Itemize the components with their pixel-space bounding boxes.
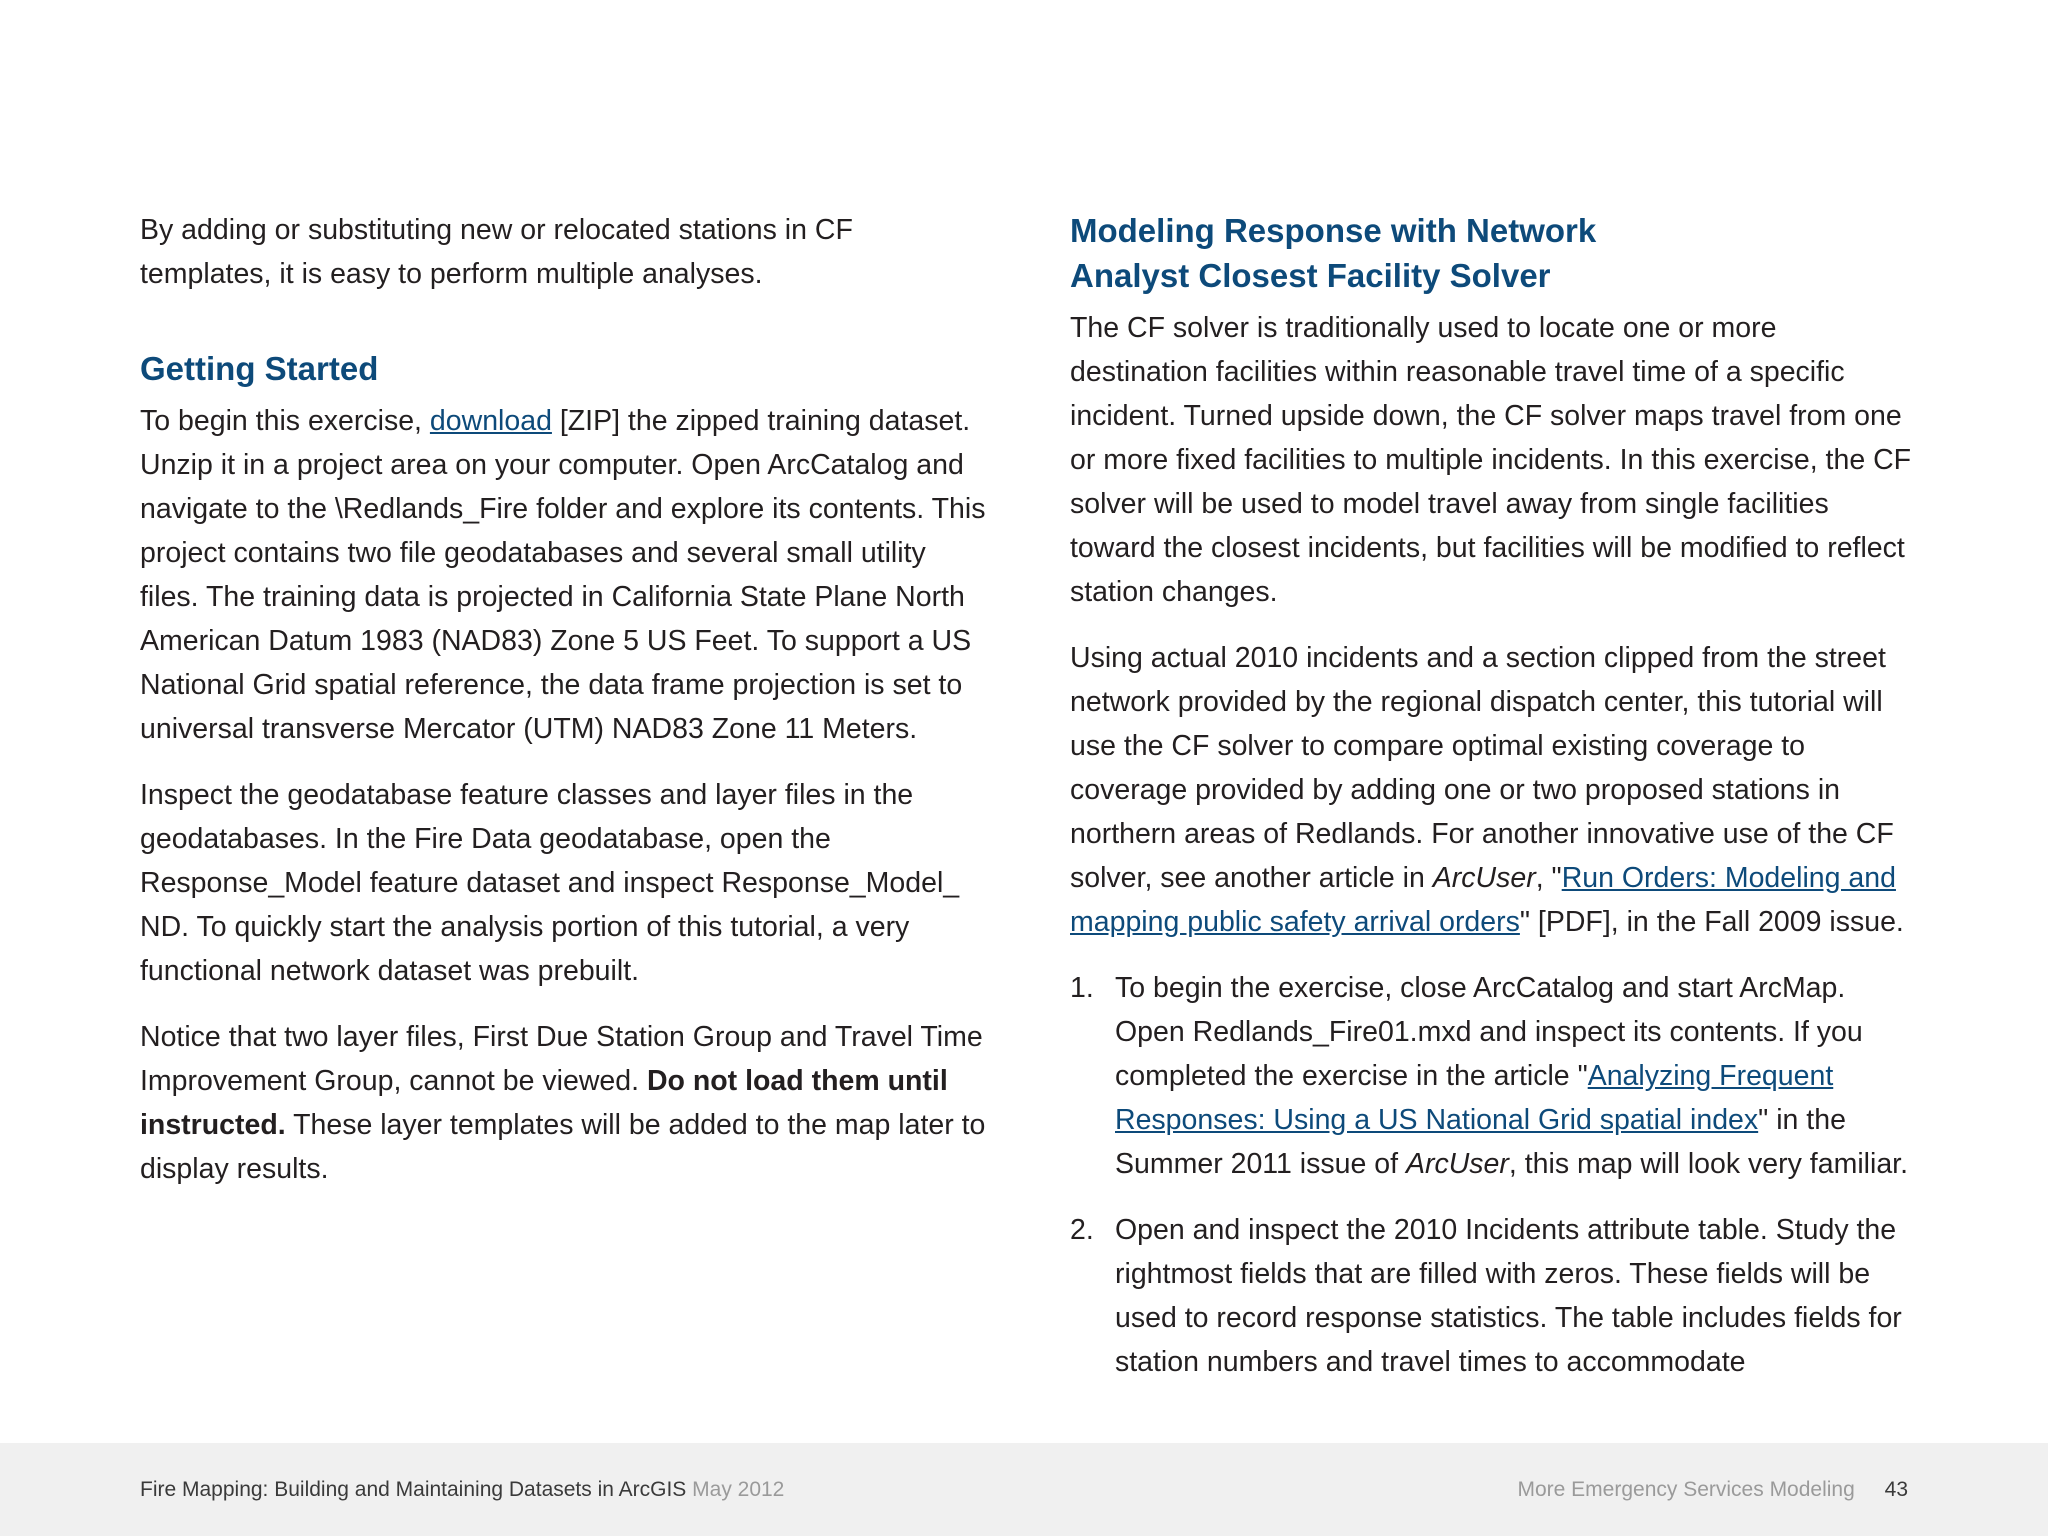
step-item bbox=[1070, 966, 1920, 1186]
modeling-response-heading bbox=[1070, 208, 1920, 298]
getting-started-paragraph bbox=[140, 399, 990, 751]
text-span: These layer templates will be added to the map later to display results. bbox=[140, 1109, 986, 1185]
step-number: 1. bbox=[1070, 972, 1094, 1004]
layer-files-paragraph bbox=[140, 1015, 990, 1191]
getting-started-heading: Getting Started bbox=[140, 350, 379, 387]
cf-solver-paragraph: The CF solver is traditionally used to locate one or more destination facilities within reasonable travel time of a specific incident. Turned upside down, the CF solver maps travel from one or more fixed facilities to multiple incidents. In this exercise, the CF solver will be used to model travel away from single facilities toward the closest incidents, but facilities will be modified to reflect station changes. bbox=[1070, 312, 1912, 608]
footer-right bbox=[1517, 1443, 1908, 1536]
text-span: " [PDF], in the Fall 2009 issue. bbox=[1519, 906, 1904, 938]
text-span: Open and inspect the 2010 Incidents attribute table. Study the rightmost fields that are filled with zeros. These fields will be used to record response statistics. The table includes fields for station numbers and travel times to accommodate bbox=[1115, 1214, 1902, 1378]
text-span: , this map will look very familiar. bbox=[1508, 1148, 1909, 1180]
analyzing-frequent-responses-link[interactable]: Analyzing Frequent Responses: Using a US National Grid spatial index bbox=[1115, 1060, 1834, 1136]
inspect-paragraph: Inspect the geodatabase feature classes and layer files in the geodatabases. In the Fire Data geodatabase, open the Response_Model feature dataset and inspect Response_Model_ ND. To quickly start the analysis portion of this tutorial, a very functional network dataset was prebuilt. bbox=[140, 779, 960, 987]
left-column bbox=[140, 208, 990, 1213]
text-span: , " bbox=[1535, 862, 1562, 894]
text-span: To begin the exercise, close ArcCatalog and start ArcMap. Open Redlands_Fire01.mxd and inspect its contents. If you completed the exercise in the article " bbox=[1115, 972, 1863, 1092]
italic-arcuser: ArcUser bbox=[1405, 1148, 1509, 1180]
text-span: [ZIP] the zipped training dataset. Unzip it in a project area on your computer. Open ArcCatalog and navigate to the \Redlands_Fire folder and explore its contents. This project contains two file geodatabases and several small utility files. The training data is projected in California State Plane North American Datum 1983 (NAD83) Zone 5 US Feet. To support a US National Grid spatial reference, the data frame projection is set to universal transverse Mercator (UTM) NAD83 Zone 11 Meters. bbox=[140, 405, 986, 745]
text-span: Notice that two layer files, First Due Station Group and Travel Time Improvement Group, cannot be viewed. bbox=[140, 1021, 983, 1097]
run-orders-link[interactable]: Run Orders: Modeling and mapping public safety arrival orders bbox=[1070, 862, 1896, 938]
steps-list bbox=[1070, 966, 1920, 1384]
text-span: To begin this exercise, bbox=[140, 405, 430, 437]
right-column bbox=[1070, 208, 1920, 1406]
step-item bbox=[1070, 1208, 1920, 1384]
download-link[interactable]: download bbox=[429, 405, 552, 437]
heading-line-1: Modeling Response with Network bbox=[1070, 212, 1597, 249]
page-number: 43 bbox=[1884, 1478, 1908, 1501]
footer-publication bbox=[140, 1443, 784, 1536]
text-span: " in the Summer 2011 issue of bbox=[1115, 1104, 1846, 1180]
footer-title: Fire Mapping: Building and Maintaining Datasets in ArcGIS bbox=[140, 1478, 687, 1501]
text-span: Using actual 2010 incidents and a section clipped from the street network provided by the regional dispatch center, this tutorial will use the CF solver to compare optimal existing coverage to coverage provided by adding one or two proposed stations in northern areas of Redlands. For another innovative use of the CF solver, see another article in bbox=[1070, 642, 1894, 894]
intro-paragraph: By adding or substituting new or relocated stations in CF templates, it is easy to perform multiple analyses. bbox=[140, 214, 853, 290]
footer-section: More Emergency Services Modeling bbox=[1517, 1478, 1855, 1501]
incidents-paragraph bbox=[1070, 636, 1920, 944]
bold-instruction: Do not load them until instructed. bbox=[140, 1065, 948, 1141]
italic-arcuser: ArcUser bbox=[1432, 862, 1536, 894]
heading-line-2: Analyst Closest Facility Solver bbox=[1070, 257, 1551, 294]
page-footer bbox=[0, 1443, 2048, 1536]
step-number: 2. bbox=[1070, 1214, 1094, 1246]
footer-issue: May 2012 bbox=[692, 1478, 785, 1501]
